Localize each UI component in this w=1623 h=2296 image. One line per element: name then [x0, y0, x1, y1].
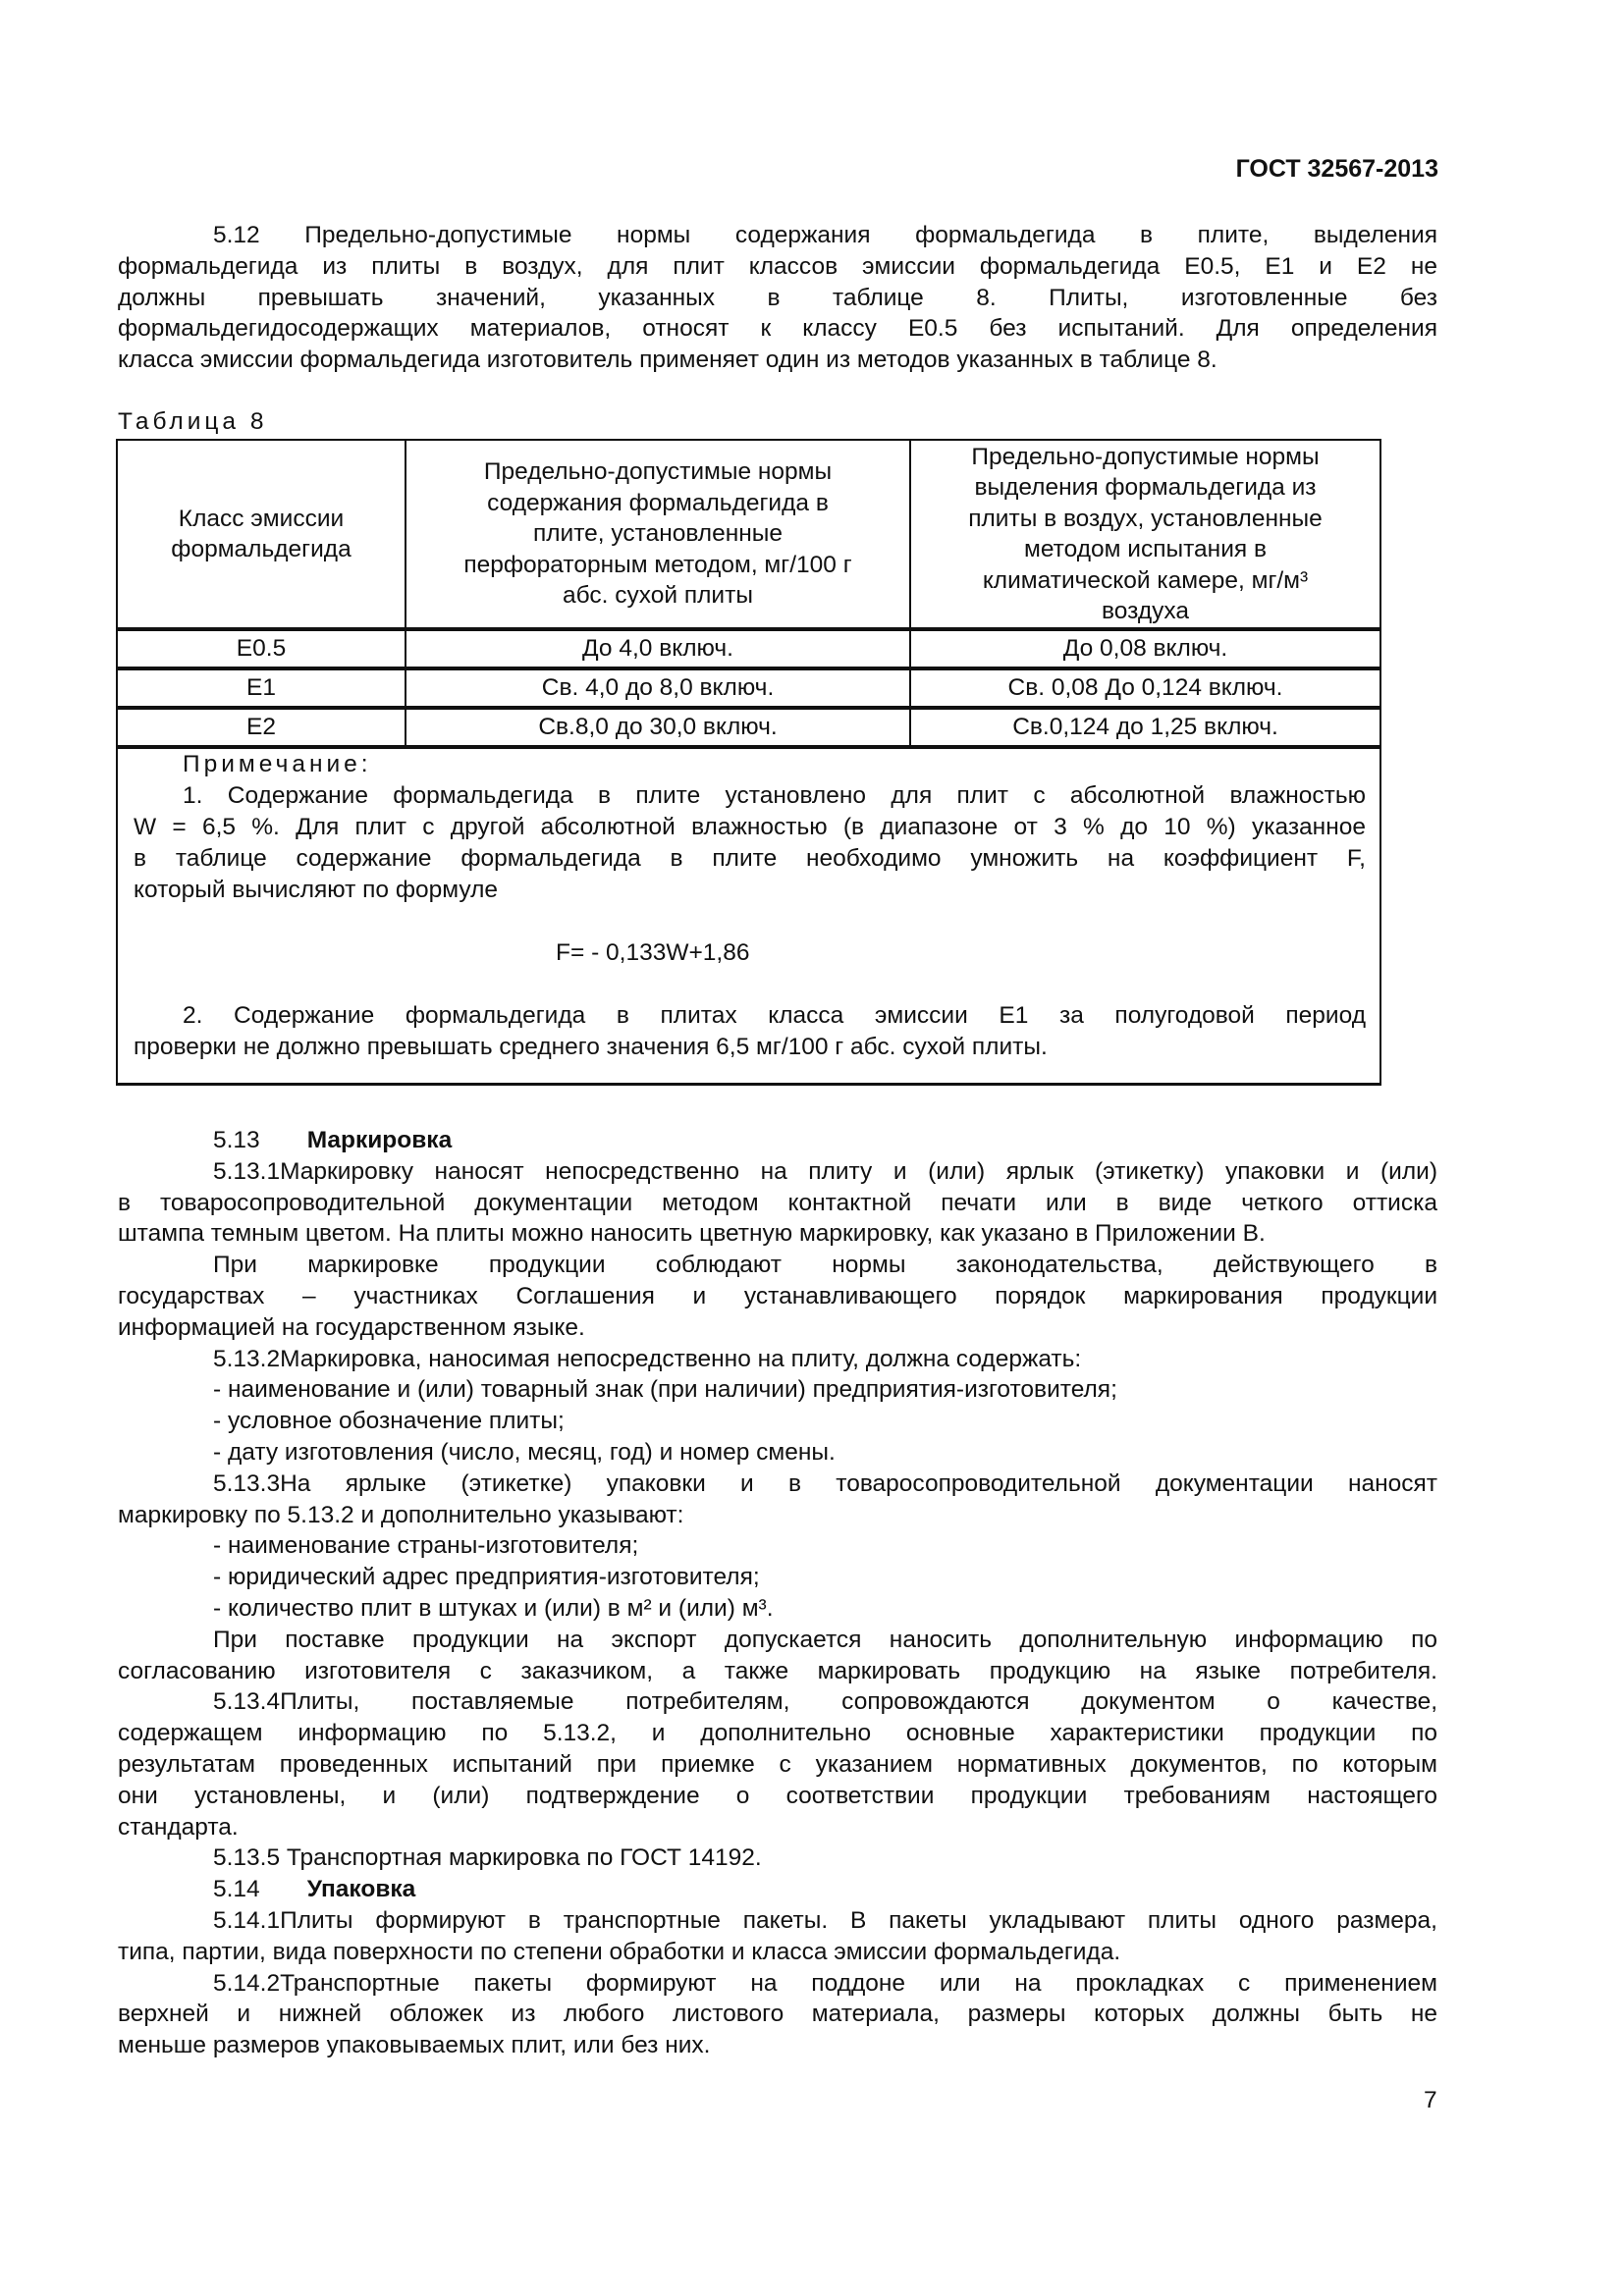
text-line	[118, 1686, 1437, 1718]
line-text: верхней и нижней обложек из любого листового материала, размеры которых должны быть не	[118, 2001, 1437, 2028]
table-row	[117, 668, 1380, 708]
line-text: государствах – участниках Соглашения и устанавливающего порядок маркирования продукции	[118, 1282, 1437, 1309]
cell-emission: До 0,08 включ.	[910, 629, 1380, 668]
text-line	[118, 1468, 1437, 1500]
formula: F= - 0,133W+1,86	[556, 939, 750, 966]
line-text: - условное обозначение плиты;	[213, 1408, 565, 1435]
note-title: Примечание:	[183, 751, 372, 777]
text-line	[118, 1812, 1437, 1843]
cell-content: До 4,0 включ.	[406, 629, 910, 668]
line-text: который вычисляют по формуле	[134, 877, 498, 903]
text-line	[118, 1749, 1437, 1781]
text-line	[118, 1937, 1437, 1968]
section-heading: Маркировка	[306, 1127, 453, 1153]
text-line	[118, 1874, 1437, 1905]
text-line	[134, 875, 1366, 906]
text-line	[118, 1281, 1437, 1312]
table-caption: Таблица 8	[118, 408, 268, 435]
text-line	[118, 1125, 1437, 1156]
line-text: информацией на государственном языке.	[118, 1313, 585, 1341]
cell-content: Св. 4,0 до 8,0 включ.	[406, 668, 910, 708]
text-line	[118, 1344, 1437, 1375]
line-text: - дату изготовления (число, месяц, год) и номер смены.	[213, 1438, 836, 1466]
table-8	[116, 439, 1381, 1086]
line-text: 5.14.2Транспортные пакеты формируют на поддоне или на прокладках с применением	[213, 1969, 1437, 1997]
cell-content: Св.8,0 до 30,0 включ.	[406, 708, 910, 747]
line-text: содержащем информацию по 5.13.2, и дополнительно основные характеристики продукции по	[118, 1720, 1437, 1747]
text-line	[118, 1781, 1437, 1812]
text-line	[118, 1500, 1437, 1531]
note-2	[134, 1000, 1366, 1063]
table-note	[117, 747, 1380, 1085]
text-line	[118, 1968, 1437, 2000]
line-text: - наименование страны-изготовителя;	[213, 1532, 639, 1560]
line-text: 5.14.1Плиты формируют в транспортные пакеты. В пакеты укладывают плиты одного размера,	[213, 1906, 1437, 1934]
cell-emission: Св.0,124 до 1,25 включ.	[910, 708, 1380, 747]
line-text: 2. Содержание формальдегида в плитах класса эмиссии E1 за полугодовой период	[183, 1002, 1366, 1029]
text-line	[118, 1905, 1437, 1937]
text-line	[134, 780, 1366, 812]
table-note-row	[117, 747, 1380, 1085]
section-heading: Упаковка	[306, 1876, 416, 1903]
line-text: - количество плит в штуках и (или) в м² и (или) м³.	[213, 1594, 774, 1622]
line-text: меньше размеров упаковываемых плит, или без них.	[118, 2032, 711, 2059]
text-line	[118, 1656, 1437, 1687]
text-line	[118, 1562, 1437, 1593]
text-line	[118, 1188, 1437, 1219]
header-emission-class: Класс эмиссии формальдегида	[117, 440, 406, 629]
note-1	[134, 780, 1366, 906]
line-text: должны превышать значений, указанных в таблице 8. Плиты, изготовленные без	[118, 284, 1437, 311]
text-line	[118, 1842, 1437, 1874]
text-line	[118, 345, 1437, 376]
line-text: результатам проведенных испытаний при приемке с указанием нормативных документов, по которым	[118, 1750, 1437, 1778]
text-line	[118, 1406, 1437, 1437]
text-line	[134, 1032, 1366, 1063]
line-text: При маркировке продукции соблюдают нормы законодательства, действующего в	[213, 1252, 1437, 1279]
cell-emission: Св. 0,08 До 0,124 включ.	[910, 668, 1380, 708]
line-text: - наименование и (или) товарный знак (при наличии) предприятия-изготовителя;	[213, 1376, 1117, 1404]
text-line	[118, 1530, 1437, 1562]
header-emission-norm: Предельно-допустимые нормы выделения формальдегида из плиты в воздух, установленные методом испытания в климатической камере, мг/м³ воздуха	[910, 440, 1380, 629]
line-text: - юридический адрес предприятия-изготовителя;	[213, 1564, 760, 1591]
line-text: в товаросопроводительной документации методом контактной печати или в виде четкого оттиска	[118, 1189, 1437, 1216]
line-text: 5.13.4Плиты, поставляемые потребителям, сопровождаются документом о качестве,	[213, 1688, 1437, 1716]
text-line	[134, 1000, 1366, 1032]
text-line	[118, 1593, 1437, 1625]
line-text: 5.13.2Маркировка, наносимая непосредственно на плиту, должна содержать:	[213, 1345, 1082, 1372]
table-row	[117, 708, 1380, 747]
text-line	[118, 1374, 1437, 1406]
text-line	[118, 1625, 1437, 1656]
text-line	[118, 1218, 1437, 1250]
line-text: 5.14	[213, 1876, 260, 1903]
line-text: формальдегида из плиты в воздух, для плит классов эмиссии формальдегида E0.5, E1 и E2 не	[118, 252, 1437, 280]
line-text: они установлены, и (или) подтверждение о соответствии продукции требованиям настоящего	[118, 1782, 1437, 1809]
text-line	[118, 220, 1437, 251]
line-text: W = 6,5 %. Для плит с другой абсолютной влажностью (в диапазоне от 3 % до 10 %) указанное	[134, 814, 1366, 840]
line-text: 5.13.3На ярлыке (этикетке) упаковки и в товаросопроводительной документации наносят	[213, 1469, 1437, 1497]
page-number: 7	[1424, 2087, 1437, 2113]
line-text: формальдегидосодержащих материалов, относят к классу E0.5 без испытаний. Для определения	[118, 315, 1437, 343]
line-text: 5.13.5 Транспортная маркировка по ГОСТ 14192.	[213, 1844, 762, 1872]
text-line	[118, 1312, 1437, 1344]
paragraph-5-12	[118, 220, 1437, 376]
sections-5-13-5-14	[118, 1125, 1437, 2061]
text-line	[134, 812, 1366, 843]
text-line	[118, 1718, 1437, 1749]
text-line	[134, 843, 1366, 875]
header-content-norm: Предельно-допустимые нормы содержания формальдегида в плите, установленные перфораторным методом, мг/100 г абс. сухой плиты	[406, 440, 910, 629]
text-line	[118, 1437, 1437, 1468]
text-line	[118, 313, 1437, 345]
text-line	[118, 1156, 1437, 1188]
line-text: в таблице содержание формальдегида в плите необходимо умножить на коэффициент F,	[134, 845, 1366, 872]
text-line	[118, 1250, 1437, 1281]
cell-class: E0.5	[117, 629, 406, 668]
line-text: согласованию изготовителя с заказчиком, а также маркировать продукцию на языке потребителя.	[118, 1657, 1437, 1684]
line-text: типа, партии, вида поверхности по степени обработки и класса эмиссии формальдегида.	[118, 1938, 1121, 1965]
line-text: При поставке продукции на экспорт допускается наносить дополнительную информацию по	[213, 1626, 1437, 1653]
line-text: 5.13.1Маркировку наносят непосредственно на плиту и (или) ярлык (этикетку) упаковки и (или)	[213, 1157, 1437, 1185]
table-row	[117, 629, 1380, 668]
line-text: маркировку по 5.13.2 и дополнительно указывают:	[118, 1501, 684, 1528]
line-text: штампа темным цветом. На плиты можно наносить цветную маркировку, как указано в Приложении В.	[118, 1220, 1266, 1248]
cell-class: E2	[117, 708, 406, 747]
document-code: ГОСТ 32567-2013	[1235, 155, 1438, 183]
cell-class: E1	[117, 668, 406, 708]
line-text: стандарта.	[118, 1813, 239, 1841]
table-header-row	[117, 440, 1380, 629]
line-text: класса эмиссии формальдегида изготовитель применяет один из методов указанных в таблице 8.	[118, 347, 1217, 374]
text-line	[118, 283, 1437, 314]
text-line	[118, 1999, 1437, 2030]
line-text: 5.12 Предельно-допустимые нормы содержания формальдегида в плите, выделения	[213, 222, 1437, 248]
line-text: 5.13	[213, 1127, 260, 1153]
line-text: проверки не должно превышать среднего значения 6,5 мг/100 г абс. сухой плиты.	[134, 1034, 1048, 1060]
text-line	[118, 251, 1437, 283]
text-line	[118, 2030, 1437, 2061]
line-text: 1. Содержание формальдегида в плите установлено для плит с абсолютной влажностью	[183, 782, 1366, 809]
